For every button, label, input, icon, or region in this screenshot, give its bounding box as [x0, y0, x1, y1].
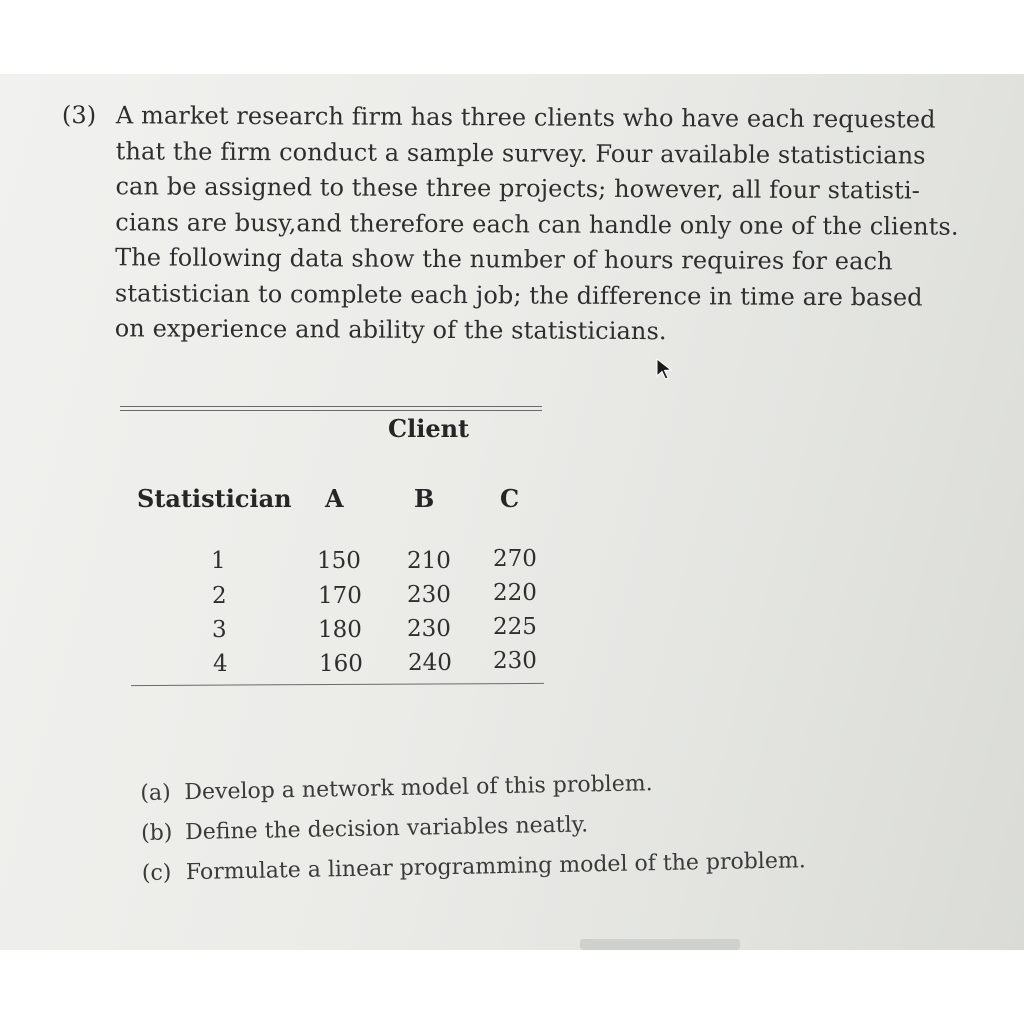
row-label: 3	[212, 617, 227, 643]
question-text: Develop a network model of this problem.	[184, 771, 653, 806]
question-label: (a)	[140, 780, 171, 806]
column-header-c: C	[500, 484, 520, 513]
table-cell: 230	[407, 582, 451, 608]
table-bottom-rule	[131, 683, 544, 686]
table-cell: 240	[408, 650, 452, 676]
problem-line: on experience and ability of the statisticians.	[114, 314, 667, 346]
row-label: 1	[211, 548, 226, 574]
question-label: (c)	[141, 860, 172, 886]
question-text: Formulate a linear programming model of the problem.	[185, 848, 806, 886]
table-cell: 225	[493, 614, 537, 640]
problem-line: statistician to complete each job; the difference in time are based	[114, 278, 923, 312]
table-cell: 270	[493, 546, 537, 572]
problem-line: A market research firm has three clients who have each requested	[115, 101, 936, 134]
problem-line: cians are busy,and therefore each can handle only one of the clients.	[115, 207, 959, 241]
problem-line: The following data show the number of hours requires for each	[115, 243, 893, 276]
table-cell: 220	[493, 580, 537, 606]
problem-line: can be assigned to these three projects; however, all four statisti-	[115, 172, 920, 205]
column-header-a: A	[325, 484, 344, 513]
table-top-rule	[120, 406, 542, 407]
table-cell: 150	[317, 548, 361, 574]
statistician-header: Statistician	[137, 484, 292, 513]
table-cell: 230	[493, 648, 537, 674]
table-cell: 170	[318, 583, 362, 609]
problem-line: that the firm conduct a sample survey. Four available statisticians	[115, 136, 926, 170]
document-photo	[0, 74, 1024, 950]
row-label: 2	[212, 583, 227, 609]
page-edge-shadow	[580, 939, 740, 950]
client-header: Client	[388, 414, 470, 443]
table-cell: 180	[318, 617, 362, 643]
table-cell: 160	[319, 651, 363, 677]
table-cell: 210	[407, 548, 451, 574]
question-label: (b)	[140, 820, 173, 846]
table-cell: 230	[407, 616, 451, 642]
question-list	[140, 759, 942, 894]
question-text: Define the decision variables neatly.	[184, 812, 589, 846]
column-header-b: B	[414, 484, 435, 513]
row-label: 4	[213, 651, 228, 677]
problem-number: (3)	[61, 100, 97, 130]
table-top-rule	[120, 410, 542, 411]
